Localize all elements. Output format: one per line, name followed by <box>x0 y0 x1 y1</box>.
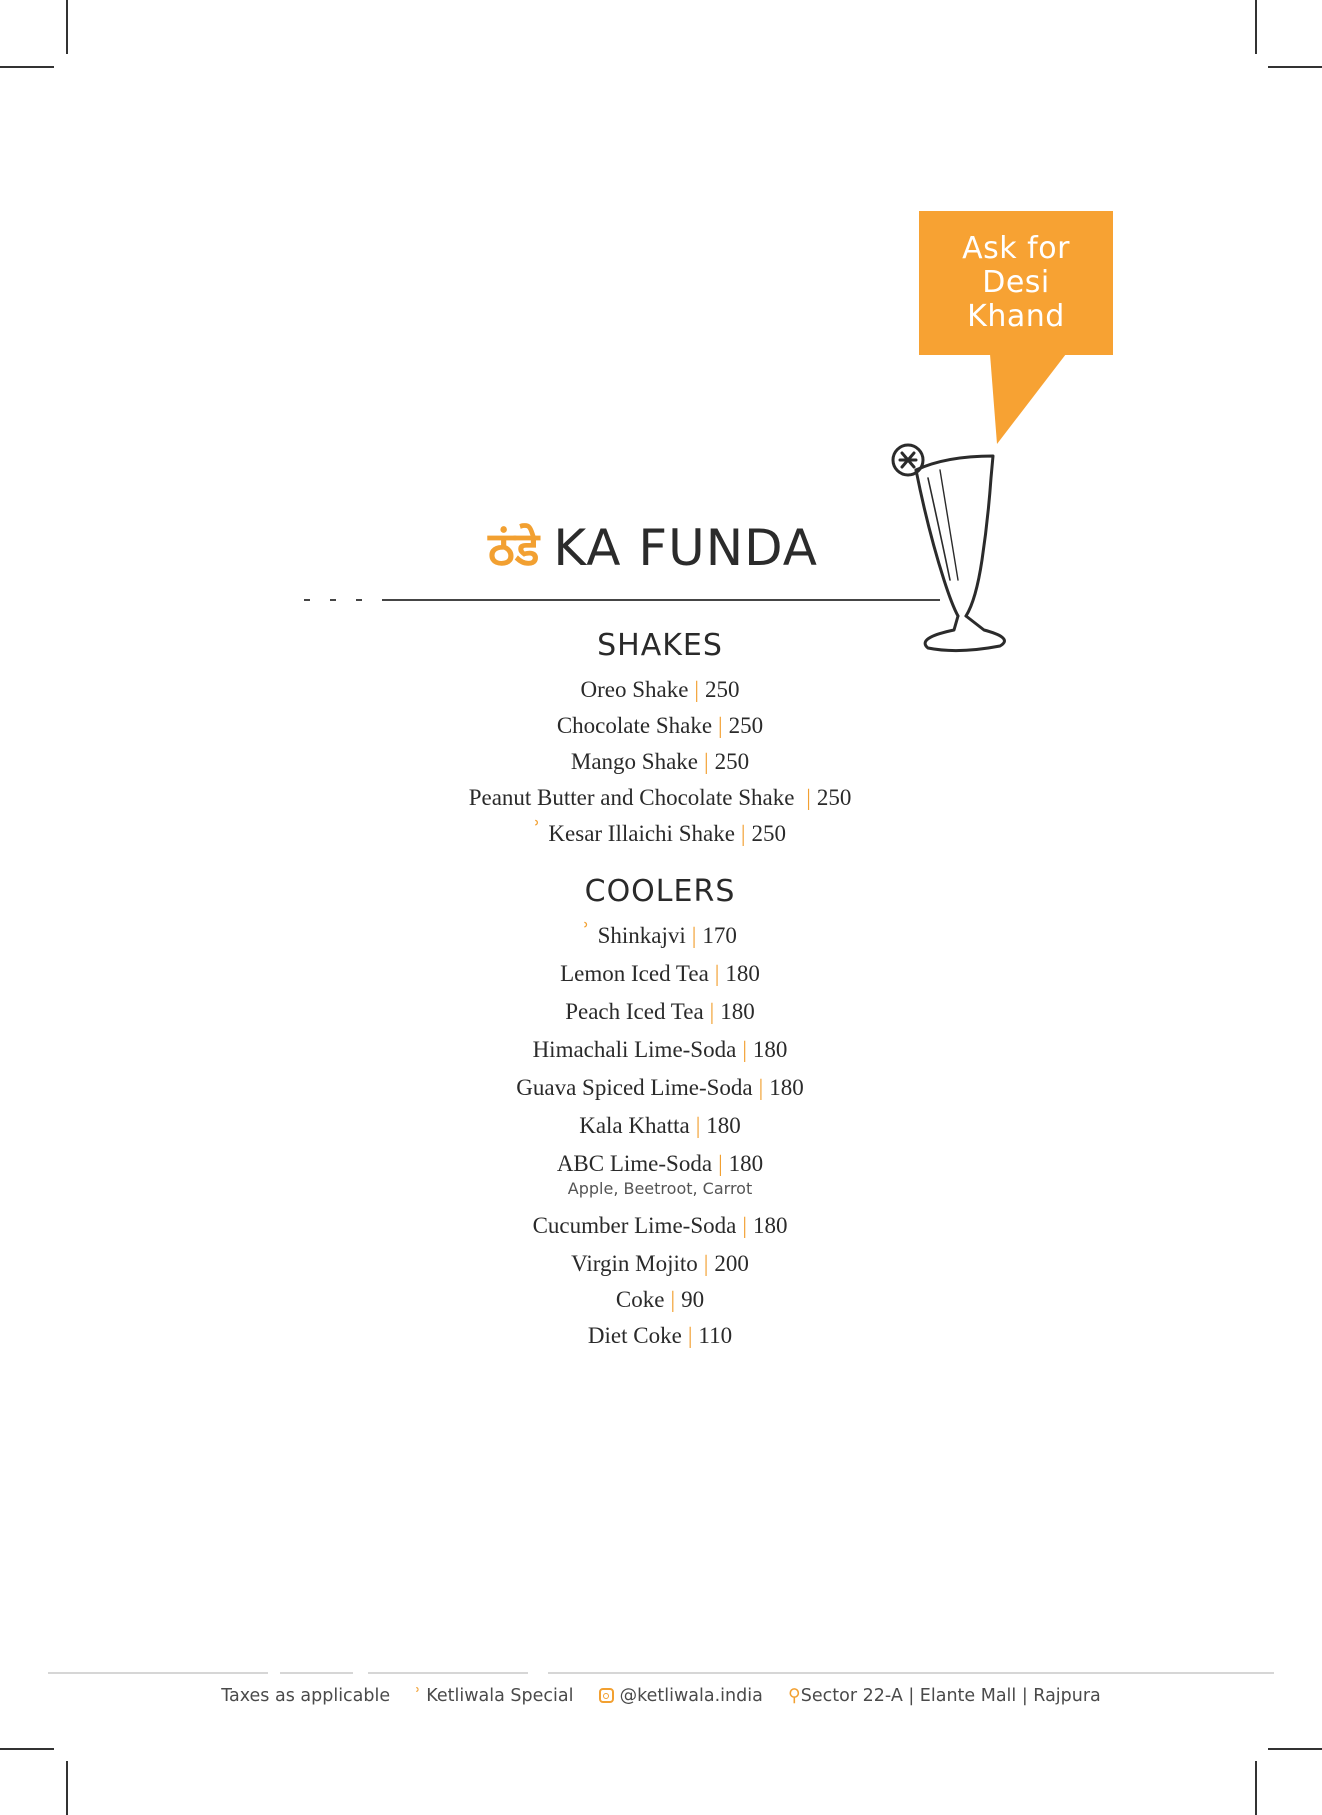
instagram-icon <box>599 1688 614 1703</box>
footer-special: Ketliwala Special <box>426 1686 574 1706</box>
crop-mark <box>1255 1761 1257 1815</box>
menu-item: Cucumber Lime-Soda | 180 <box>532 1213 788 1238</box>
menu-item: Diet Coke | 110 <box>587 1323 733 1348</box>
menu-item: Chocolate Shake | 250 <box>556 713 764 738</box>
item-note: Apple, Beetroot, Carrot <box>567 1179 753 1198</box>
callout-text: Ask for Desi Khand <box>962 231 1070 334</box>
desi-khand-callout <box>919 211 1113 355</box>
crop-mark <box>0 1748 54 1750</box>
menu-item: ABC Lime-Soda | 180 <box>556 1151 764 1176</box>
title-underline <box>300 596 940 604</box>
menu-item: ʾ Kesar Illaichi Shake | 250 <box>533 817 787 846</box>
crop-mark <box>1268 66 1322 68</box>
shakes-section <box>360 628 960 858</box>
footer <box>0 1686 1322 1706</box>
menu-item: Kala Khatta | 180 <box>579 1113 741 1138</box>
page-title <box>488 515 818 581</box>
coolers-heading: COOLERS <box>584 874 736 909</box>
ketli-swirl-icon: ʾ <box>533 817 541 841</box>
coolers-section <box>360 874 960 1354</box>
crop-mark <box>0 66 54 68</box>
menu-item: Oreo Shake | 250 <box>580 677 740 702</box>
menu-item: Guava Spiced Lime-Soda | 180 <box>516 1075 804 1100</box>
footer-address: Sector 22-A | Elante Mall | Rajpura <box>800 1686 1101 1706</box>
menu-item: Peach Iced Tea | 180 <box>565 999 755 1024</box>
crop-mark <box>1255 0 1257 54</box>
footer-instagram[interactable]: @ketliwala.india <box>619 1686 763 1706</box>
menu-item: Mango Shake | 250 <box>570 749 750 774</box>
footer-taxes: Taxes as applicable <box>221 1686 391 1706</box>
crop-mark <box>66 0 68 54</box>
crop-mark <box>66 1761 68 1815</box>
title-hindi: ठंडे <box>488 522 540 576</box>
footer-divider <box>48 1670 1274 1676</box>
location-pin-icon: ⚲ <box>787 1686 801 1706</box>
menu-item: ʾ Shinkajvi | 170 <box>583 919 737 948</box>
ketli-swirl-icon: ʾ <box>415 1686 421 1706</box>
crop-mark <box>1268 1748 1322 1750</box>
ketli-swirl-icon: ʾ <box>583 919 590 943</box>
shakes-heading: SHAKES <box>597 628 723 663</box>
title-english: KA FUNDA <box>553 519 818 577</box>
menu-item: Himachali Lime-Soda | 180 <box>532 1037 788 1062</box>
menu-item: Lemon Iced Tea | 180 <box>560 961 760 986</box>
menu-item: Peanut Butter and Chocolate Shake | 250 <box>468 785 852 810</box>
callout-tail <box>990 354 1070 446</box>
menu-item: Virgin Mojito | 200 <box>571 1251 749 1276</box>
menu-item: Coke | 90 <box>615 1287 705 1312</box>
